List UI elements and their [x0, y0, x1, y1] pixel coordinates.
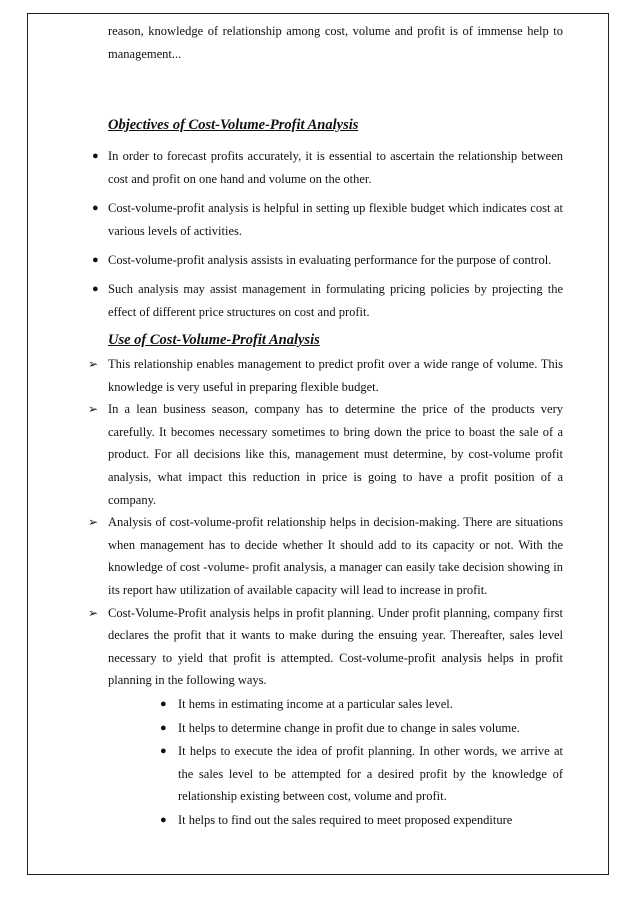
sub-list-item	[160, 693, 563, 716]
list-item	[92, 278, 563, 324]
list-item-text: In a lean business season, company has to determine the price of the products very carefully. It becomes necessary sometimes to bring down the price to boast the sale of a product. For all decisions like this, management must determine, by cost-volume profit analysis, what impact this reduction in price is going to have a profit position of a company.	[108, 402, 563, 507]
list-item-text: Cost-volume-profit analysis is helpful in setting up flexible budget which indicates cost at various levels of activities.	[108, 201, 563, 238]
bullet-icon: ●	[92, 283, 99, 295]
sub-list-item	[160, 717, 563, 740]
bullet-icon: ●	[92, 254, 99, 266]
use-heading: Use of Cost-Volume-Profit Analysis	[108, 332, 320, 348]
list-item-text: In order to forecast profits accurately, it is essential to ascertain the relationship between cost and profit on one hand and volume on the other.	[108, 149, 563, 186]
bullet-icon: ●	[160, 813, 167, 826]
arrow-bullet-icon: ➢	[88, 357, 99, 371]
list-item-text: Such analysis may assist management in formulating pricing policies by projecting the effect of different price structures on cost and profit.	[108, 282, 563, 319]
list-item-text: Cost-volume-profit analysis assists in evaluating performance for the purpose of control.	[108, 253, 552, 267]
bullet-icon: ●	[160, 721, 167, 734]
list-item	[88, 398, 563, 511]
list-item	[88, 353, 563, 398]
arrow-bullet-icon: ➢	[88, 605, 99, 620]
sub-list-item	[160, 740, 563, 808]
list-item-text: This relationship enables management to predict profit over a wide range of volume. This knowledge is very useful in preparing flexible budget.	[108, 357, 563, 394]
sub-list-item-text: It hems in estimating income at a particular sales level.	[178, 696, 453, 711]
bullet-icon: ●	[92, 150, 99, 162]
sub-list-item-text: It helps to determine change in profit due to change in sales volume.	[178, 720, 520, 735]
bullet-icon: ●	[160, 697, 167, 710]
objectives-list	[92, 145, 563, 324]
use-list	[88, 353, 563, 831]
arrow-bullet-icon: ➢	[88, 515, 99, 530]
objectives-heading: Objectives of Cost-Volume-Profit Analysis	[108, 117, 359, 133]
sub-list-item	[160, 809, 563, 832]
profit-planning-sublist	[160, 693, 563, 832]
bullet-icon: ●	[160, 745, 167, 758]
list-item	[92, 197, 563, 243]
list-item	[92, 249, 563, 272]
intro-paragraph: reason, knowledge of relationship among cost, volume and profit is of immense help to management...	[108, 24, 563, 61]
page-content	[88, 20, 563, 832]
sub-list-item-text: It helps to execute the idea of profit planning. In other words, we arrive at the sales level to be attempted for a desired profit by the knowledge of relationship existing between cost, volume and profit.	[178, 744, 563, 804]
list-item-text: Analysis of cost-volume-profit relationship helps in decision-making. There are situations when management has to decide whether It should add to its capacity or not. With the knowledge of cost -volume- profit analysis, a manager can easily take decision showing in its report haw utilization of available capacity will lead to increase in profit.	[108, 515, 563, 597]
bullet-icon: ●	[92, 202, 99, 214]
arrow-bullet-icon: ➢	[88, 402, 99, 417]
list-item	[88, 511, 563, 601]
list-item	[92, 145, 563, 191]
list-item-text: Cost-Volume-Profit analysis helps in profit planning. Under profit planning, company first declares the profit that it wants to make during the ensuing year. Thereafter, sales level necessary to yield that profit is attempted. Cost-volume-profit analysis helps in profit planning in the following ways.	[108, 605, 563, 688]
list-item	[88, 602, 563, 832]
sub-list-item-text: It helps to find out the sales required to meet proposed expenditure	[178, 812, 513, 827]
